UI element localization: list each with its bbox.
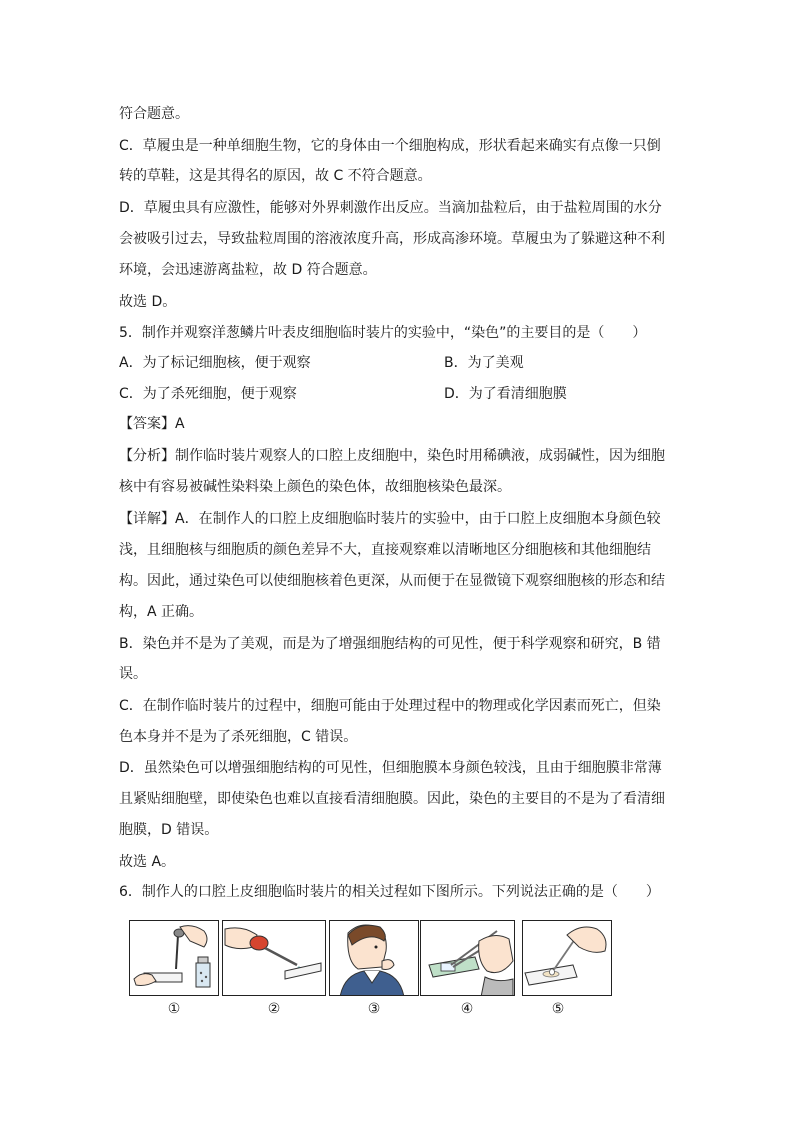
- option-d: D．为了看清细胞膜: [444, 386, 567, 402]
- text-line: 环境，会迅速游离盐粒，故 D 符合题意。: [119, 262, 377, 278]
- text-line: 会被吸引过去，导致盐粒周围的溶液浓度升高，形成高渗环境。草履虫为了躲避这种不利: [119, 231, 665, 247]
- option-a: A．为了标记细胞核，便于观察: [119, 355, 311, 371]
- text-line: C．草履虫是一种单细胞生物，它的身体由一个细胞构成，形状看起来确实有点像一只倒: [119, 138, 661, 154]
- figure-step-3: [329, 920, 419, 996]
- text-line: 符合题意。: [119, 106, 189, 122]
- figure-step-1: [129, 920, 219, 996]
- detail-line: 色本身并不是为了杀死细胞，C 错误。: [119, 729, 358, 745]
- answer-line: 【答案】A: [119, 416, 185, 432]
- question-6: 6．制作人的口腔上皮细胞临时装片的相关过程如下图所示。下列说法正确的是（ ）: [119, 884, 660, 900]
- tweezers-illustration: [421, 921, 515, 996]
- detail-line: 构。因此，通过染色可以使细胞核着色更深，从而便于在显微镜下观察细胞核的形态和结: [119, 573, 665, 589]
- detail-line: 胞膜，D 错误。: [119, 822, 219, 838]
- text-line: D．草履虫具有应激性，能够对外界刺激作出反应。当滴加盐粒后，由于盐粒周围的水分: [119, 200, 662, 216]
- detail-line: D．虽然染色可以增强细胞结构的可见性，但细胞膜本身颜色较浅，且由于细胞膜非常薄: [119, 760, 662, 776]
- analysis-line: 【分析】制作临时装片观察人的口腔上皮细胞中，染色时用稀碘液，成弱碱性，因为细胞: [119, 448, 665, 464]
- option-c: C．为了杀死细胞，便于观察: [119, 386, 297, 402]
- detail-line: 浅，且细胞核与细胞质的颜色差异不大，直接观察难以清晰地区分细胞核和其他细胞结: [119, 542, 651, 558]
- detail-line: 【详解】A．在制作人的口腔上皮细胞临时装片的实验中，由于口腔上皮细胞本身颜色较: [119, 511, 661, 527]
- analysis-line: 核中有容易被碱性染料染上颜色的染色体，故细胞核染色最深。: [119, 479, 511, 495]
- procedure-figures: [129, 920, 615, 1020]
- figure-label: ④: [460, 1001, 474, 1017]
- figure-label: ②: [267, 1001, 281, 1017]
- figure-label: ①: [167, 1001, 181, 1017]
- figure-step-4: [420, 920, 515, 996]
- question-5: 5．制作并观察洋葱鳞片叶表皮细胞临时装片的实验中，“染色”的主要目的是（ ）: [119, 325, 647, 341]
- detail-line: 构，A 正确。: [119, 604, 204, 620]
- figure-step-2: [222, 920, 326, 996]
- detail-line: C．在制作临时装片的过程中，细胞可能由于处理过程中的物理或化学因素而死亡，但染: [119, 698, 661, 714]
- text-line: 故选 D。: [119, 294, 177, 310]
- figure-step-5: [522, 920, 612, 996]
- cotton-swab-illustration: [523, 921, 612, 996]
- detail-line: 且紧贴细胞壁，即使染色也难以直接看清细胞膜。因此，染色的主要目的不是为了看清细: [119, 791, 665, 807]
- dropping-water-illustration: [130, 921, 219, 996]
- text-line: 转的草鞋，这是其得名的原因，故 C 不符合题意。: [119, 168, 432, 184]
- option-b: B．为了美观: [444, 355, 524, 371]
- detail-line: 误。: [119, 666, 147, 682]
- person-illustration: [330, 921, 419, 996]
- detail-line: B．染色并不是为了美观，而是为了增强细胞结构的可见性，便于科学观察和研究，B 错: [119, 636, 661, 652]
- dropper-illustration: [223, 921, 326, 996]
- figure-label: ③: [367, 1001, 381, 1017]
- figure-label: ⑤: [551, 1001, 565, 1017]
- conclusion-line: 故选 A。: [119, 854, 176, 870]
